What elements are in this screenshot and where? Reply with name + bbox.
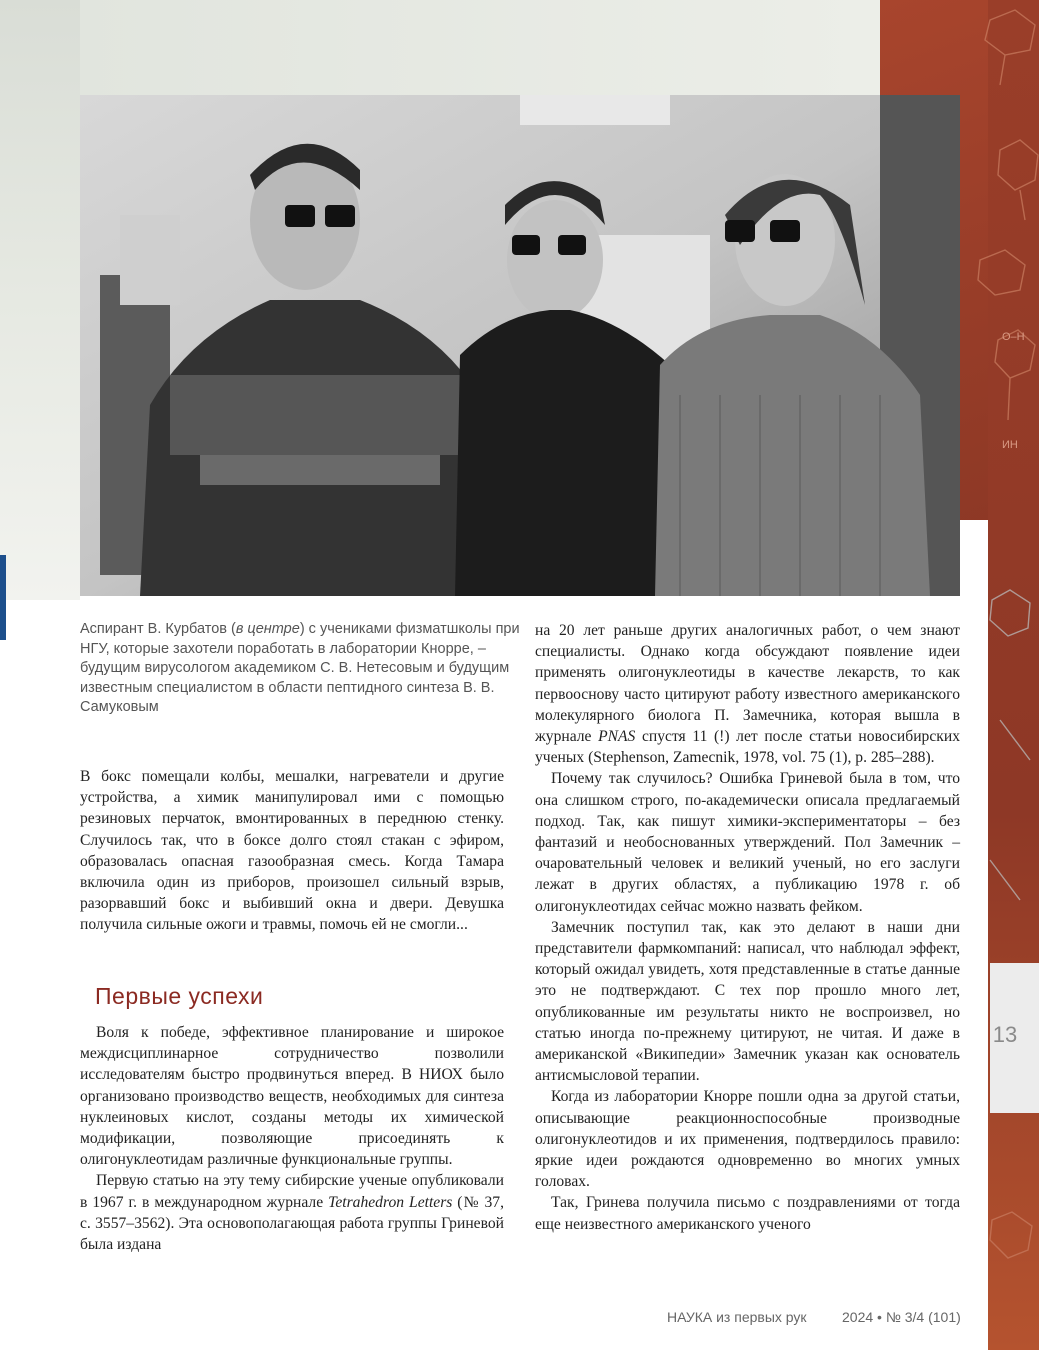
paragraph-why: Почему так случилось? Ошибка Гриневой была в том, что она слишком строго, по-академически описала предлагаемый подход. Так, как пишут химики-экспериментаторы – без фантазий и необоснованных утверждений. Пол Замечник – очаровательный человек и великий ученый, но его заслуги лежат в других областях, а публикацию 1978 г. об олигонуклеотидах сейчас можно назвать фейком. <box>535 770 960 915</box>
left-column-lower <box>80 1022 504 1255</box>
paragraph-ideas: Когда из лаборатории Кнорре пошли одна за другой статьи, описывающие реакционноспособные производные олигонуклеотидов и их применения, подтвердилось правило: яркие идеи рождаются одновременно во многих умных головах. <box>535 1088 960 1191</box>
paragraph-explosion: В бокс помещали колбы, мешалки, нагреватели и другие устройства, а химик манипулировал ими с помощью резиновых перчаток, вмонтированных в переднюю стенку. Случилось так, что в боксе долго стоял стакан с эфиром, образовалась опасная газообразная смесь. Когда Тамара включила один из приборов, произошел сильный взрыв, разорвавший бокс и выбивший окна и двери. Девушка получила сильные ожоги и травмы, помочь ей не смогли... <box>80 768 504 934</box>
footer-issue: 2024 • № 3/4 (101) <box>842 1309 961 1325</box>
photo-three-young-scientists <box>80 95 960 596</box>
paragraph-letter: Так, Гринева получила письмо с поздравлениями от тогда еще неизвестного американского ученого <box>535 1194 960 1233</box>
blue-accent-strip <box>0 555 6 640</box>
paragraph-success: Воля к победе, эффективное планирование и широкое междисциплинарное сотрудничество позволили исследователям быстро продвинуться вперед. В НИОХ было организовано производство веществ, необходимых для синтеза нуклеиновых кислот, созданы методы их химической модификации, позволяющие присоединять к олигонуклеотидам различные функциональные группы. <box>80 1024 504 1169</box>
paragraph-zamecnik <box>535 620 960 768</box>
section-heading: Первые успехи <box>95 983 264 1009</box>
left-column-upper <box>80 766 504 936</box>
first-article-text: Первую статью на эту тему сибирские ученые опубликовали в 1967 г. в международном журнале <box>80 1172 504 1211</box>
caption-text-end: ) с учениками физматшколы при НГУ, которые захотели поработать в лаборатории Кнорре, – будущим вирусологом академиком С. В. Нетесовым и будущим известным специалистом в области пептидного синтеза В. В. Самуковым <box>80 621 520 715</box>
chem-label: ИН <box>1002 439 1018 451</box>
photo-caption <box>80 620 520 718</box>
first-article-text-end: (№ 37, с. 3557–3562). Эта основополагающая работа группы Гриневой была издана <box>80 1193 504 1254</box>
zamecnik-text-end: спустя 11 (!) лет после статьи новосибирских ученых (Stephenson, Zamecnik, 1978, vol. 75 (1), p. 285–288). <box>535 728 960 767</box>
zamecnik-text: на 20 лет раньше других аналогичных работ, о чем знают специалисты. Однако когда обсуждают появление идеи применять олигонуклеотиды в качестве лекарств, то как первооснову часто цитируют работу известного американского молекулярного биолога П. Замечника, которая вышла в журнале <box>535 622 960 746</box>
caption-text-start: Аспирант В. Курбатов ( <box>80 621 236 637</box>
caption-italic: в центре <box>235 621 300 637</box>
page-number: 13 <box>992 1022 1018 1047</box>
paper-texture-top <box>80 0 880 95</box>
footer-magazine: НАУКА из первых рук <box>667 1309 807 1325</box>
chem-label: O–H <box>1002 331 1025 343</box>
paragraph-first-article <box>80 1170 504 1255</box>
paragraph-pharma: Замечник поступил так, как это делают в наши дни представители фармкомпаний: написал, что наблюдал эффект, который ожидал увидеть, хотя представленные в статье данные это не подтверждают. С тех пор прошло много лет, опубликованные им результаты никто не воспроизвел, но статью иногда по-прежнему цитируют, не читая. И даже в американской «Википедии» Замечник указан как основатель антисмысловой терапии. <box>535 918 960 1085</box>
journal-name-pnas: PNAS <box>598 728 636 746</box>
journal-name: Tetrahedron Letters <box>328 1193 453 1211</box>
right-column <box>535 620 960 1235</box>
paper-texture-left <box>0 0 80 600</box>
